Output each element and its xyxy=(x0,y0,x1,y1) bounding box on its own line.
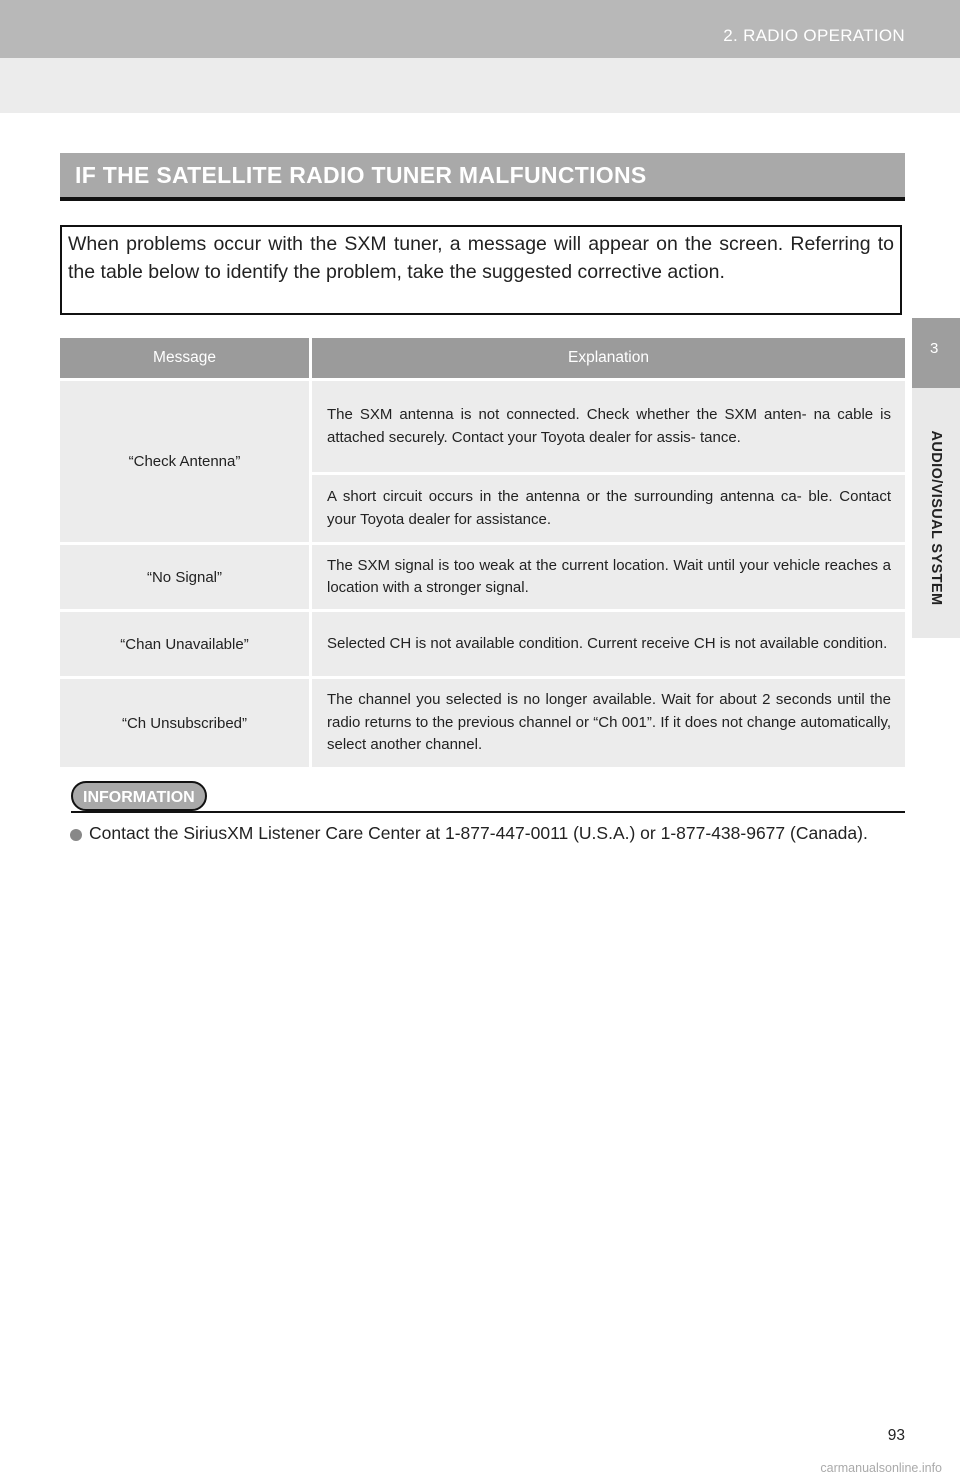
message-cell: “Chan Unavailable” xyxy=(60,611,311,678)
header-bar xyxy=(0,0,960,58)
information-text: Contact the SiriusXM Listener Care Center at 1-877-447-0011 (U.S.A.) or 1-877-438-9677 (Canada). xyxy=(89,823,868,843)
section-heading-bar xyxy=(60,153,905,201)
message-cell: “No Signal” xyxy=(60,544,311,611)
table-row xyxy=(60,380,905,474)
intro-box: When problems occur with the SXM tuner, a message will appear on the screen. Referring to the table below to identify the problem, take the suggested corrective action. xyxy=(60,225,902,315)
message-cell: “Check Antenna” xyxy=(60,380,311,544)
explanation-cell: The SXM signal is too weak at the current location. Wait until your vehicle reaches a location with a stronger signal. xyxy=(311,544,906,611)
table-row xyxy=(60,544,905,611)
table-header-row xyxy=(60,338,905,380)
section-heading: IF THE SATELLITE RADIO TUNER MALFUNCTIONS xyxy=(75,162,647,188)
section-title: 2. RADIO OPERATION xyxy=(723,26,905,45)
bullet-icon xyxy=(70,829,82,841)
chapter-number: 3 xyxy=(930,340,939,357)
explanation-cell: The channel you selected is no longer available. Wait for about 2 seconds until the radio returns to the previous channel or “Ch 001”. If it does not change automatically, select another channel. xyxy=(311,678,906,768)
information-divider xyxy=(71,811,905,813)
table-row xyxy=(60,611,905,678)
explanation-cell: Selected CH is not available condition. Current receive CH is not available condition. xyxy=(311,611,906,678)
chapter-tab[interactable] xyxy=(912,318,960,388)
explanation-cell: A short circuit occurs in the antenna or the surrounding antenna ca- ble. Contact your Toyota dealer for assistance. xyxy=(311,474,906,544)
header-message: Message xyxy=(60,338,311,380)
explanation-cell: The SXM antenna is not connected. Check whether the SXM anten- na cable is attached securely. Contact your Toyota dealer for assis- tance. xyxy=(311,380,906,474)
table-row xyxy=(60,678,905,768)
message-cell: “Ch Unsubscribed” xyxy=(60,678,311,768)
header-band xyxy=(0,58,960,113)
page-number: 93 xyxy=(887,1427,905,1444)
information-badge: INFORMATION xyxy=(71,781,207,811)
message-table xyxy=(60,338,905,767)
watermark: carmanualsonline.info xyxy=(820,1461,942,1475)
chapter-title: AUDIO/VISUAL SYSTEM xyxy=(928,430,944,606)
header-explanation: Explanation xyxy=(311,338,906,380)
